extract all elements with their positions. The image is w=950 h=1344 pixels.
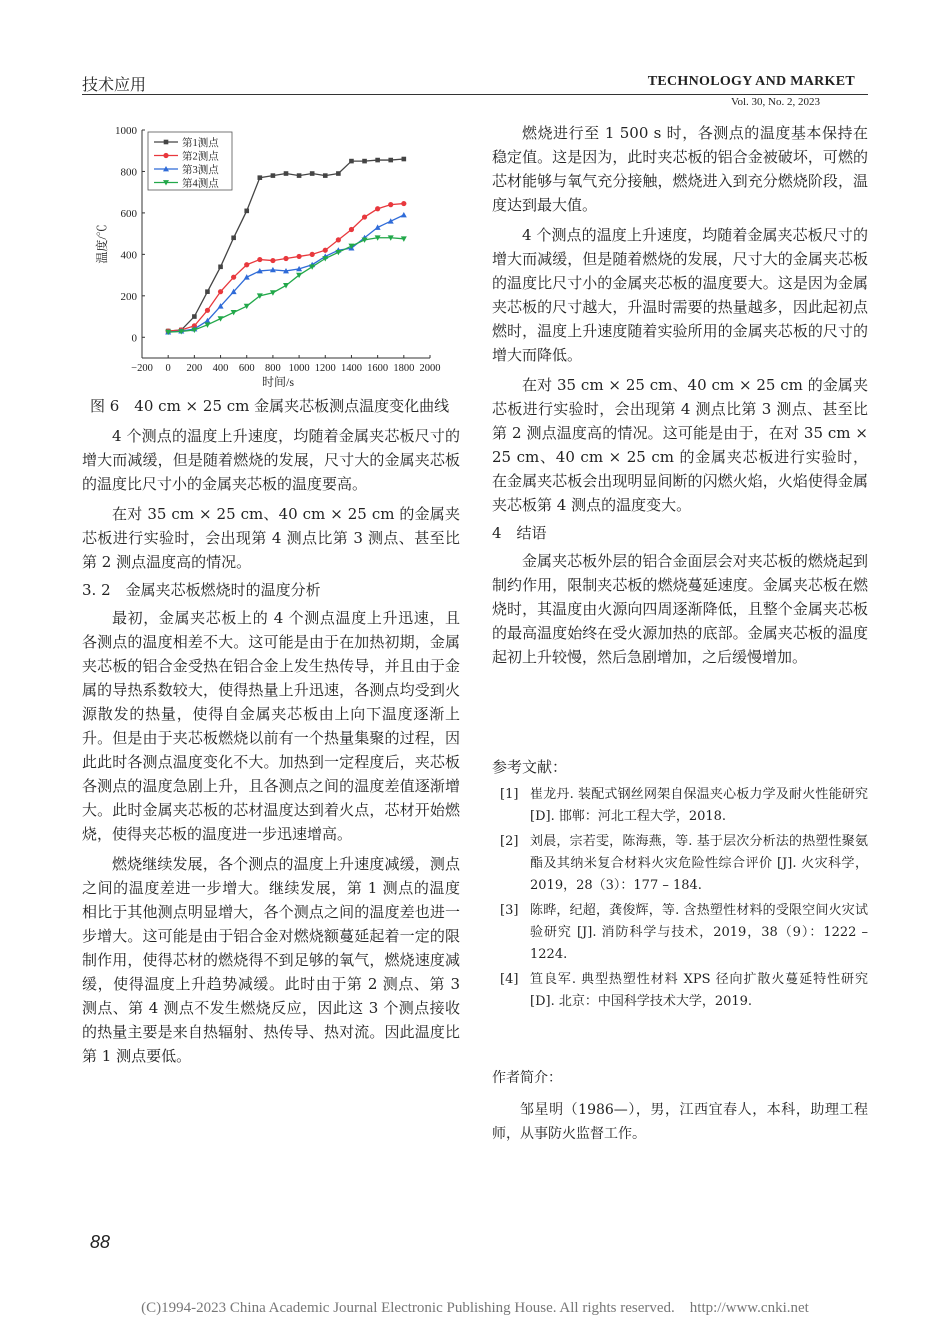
references (492, 756, 868, 1016)
series-4 (165, 235, 407, 335)
reference-number: [2] (500, 834, 519, 849)
data-point (296, 254, 301, 259)
header-rule (82, 94, 868, 95)
data-point (375, 206, 380, 211)
header-section-title: 技术应用 (82, 75, 147, 94)
data-point (401, 212, 407, 217)
left-column (82, 424, 460, 1068)
y-tick-label: 800 (120, 166, 137, 179)
author-bio: 邹星明（1986—），男，江西宜春人，本科，助理工程师，从事防火监督工作。 (492, 1102, 868, 1142)
reference-text: 刘晨，宗若雯，陈海燕，等. 基于层次分析法的热塑性聚氨酯及其纳米复合材料火灾危险性综合评价 [J]. 火灾科学，2019，28（3）：177 – 184. (530, 834, 868, 893)
author-heading: 作者简介： (492, 1070, 562, 1086)
y-tick-label: 200 (120, 290, 137, 303)
x-axis-label: 时间/s (261, 375, 295, 389)
paragraph: 金属夹芯板外层的铝合金面层会对夹芯板的燃烧起到制约作用，限制夹芯板的燃烧蔓延速度。金属夹芯板在燃烧时，其温度由火源向四周逐渐降低，且整个金属夹芯板的最高温度始终在受火源加热的底部。金属夹芯板的温度起初上升较慢，然后急剧增加，之后缓慢增加。 (492, 552, 868, 666)
data-point (231, 235, 236, 240)
series-3 (165, 212, 407, 335)
data-point (258, 175, 263, 180)
x-tick-label: 1400 (340, 363, 362, 374)
data-point (163, 153, 168, 158)
data-point (205, 308, 210, 313)
section-heading-3-2: 3. 2 金属夹芯板燃烧时的温度分析 (82, 581, 321, 599)
data-point (192, 314, 197, 319)
data-point (270, 258, 275, 263)
x-tick-label: 1800 (393, 363, 415, 374)
right-column (492, 121, 868, 669)
x-tick-label: 1600 (367, 363, 389, 374)
data-point (231, 275, 236, 280)
header-journal-title: TECHNOLOGY AND MARKET (647, 74, 855, 89)
series-2 (166, 201, 407, 334)
paragraph: 在对 35 cm × 25 cm、40 cm × 25 cm 的金属夹芯板进行实验时，会出现第 4 测点比第 3 测点、甚至比第 2 测点温度高的情况。这可能是由于，在对 35 cm × 25 cm、40 cm × 25 cm 的金属夹芯板进行实验时，在金属夹芯板会出现明显间断的闪燃火焰，火焰使得金属夹芯板第 4 测点的温度变大。 (492, 376, 868, 514)
data-point (218, 289, 223, 294)
data-point (349, 227, 354, 232)
data-point (283, 256, 288, 261)
paragraph: 燃烧进行至 1 500 s 时，各测点的温度基本保持在稳定值。这是因为，此时夹芯板的铝合金被破坏，可燃的芯材能够与氧气充分接触，燃烧进入到充分燃烧阶段，温度达到最大值。 (492, 124, 868, 214)
x-tick-label: 200 (186, 363, 203, 374)
data-point (218, 265, 223, 270)
legend-label: 第2测点 (182, 151, 219, 163)
x-tick-label: 1000 (288, 363, 310, 374)
data-point (349, 159, 354, 164)
data-point (310, 171, 315, 176)
reference-item (492, 784, 868, 828)
reference-item (492, 969, 868, 1013)
data-point (257, 257, 262, 262)
series-line (168, 204, 404, 331)
x-tick-label: 1200 (314, 363, 336, 374)
y-tick-label: 400 (120, 249, 137, 262)
data-point (297, 173, 302, 178)
reference-text: 笪良军. 典型热塑性材料 XPS 径向扩散火蔓延特性研究 [D]. 北京：中国科学技术大学，2019. (530, 972, 868, 1009)
y-axis-label: 温度/℃ (95, 224, 109, 264)
y-tick-label: 0 (131, 332, 137, 345)
data-point (336, 171, 341, 176)
reference-number: [4] (500, 972, 519, 987)
data-point (362, 159, 367, 164)
data-point (271, 173, 276, 178)
data-point (362, 214, 367, 219)
reference-item (492, 831, 868, 897)
legend-label: 第1测点 (182, 138, 219, 149)
paragraph: 4 个测点的温度上升速度，均随着金属夹芯板尺寸的增大而减缓，但是随着燃烧的发展，尺寸大的金属夹芯板的温度比尺寸小的金属夹芯板的温度要高。 (82, 427, 460, 493)
figure-caption: 图 6 40 cm × 25 cm 金属夹芯板测点温度变化曲线 (90, 397, 450, 415)
legend-label: 第4测点 (182, 178, 219, 190)
x-tick-label: 600 (238, 363, 255, 374)
section-heading-4: 4 结语 (492, 524, 547, 542)
data-point (402, 157, 407, 162)
data-point (336, 237, 341, 242)
paragraph: 4 个测点的温度上升速度，均随着金属夹芯板尺寸的增大而减缓，但是随着燃烧的发展，尺寸大的金属夹芯板的温度比尺寸小的金属夹芯板的温度要大。这是因为金属夹芯板的尺寸越大，升温时需要的热量越多，因此起初点燃时，温度上升速度随着实验所用的金属夹芯板的尺寸的增大而降低。 (492, 226, 868, 364)
reference-text: 崔龙丹. 装配式钢丝网架自保温夹心板力学及耐火性能研究 [D]. 邯郸：河北工程大学，2018. (530, 787, 868, 824)
paragraph: 燃烧继续发展，各个测点的温度上升速度减缓，测点之间的温度差进一步增大。继续发展，第 1 测点的温度相比于其他测点明显增大，各个测点之间的温度差也进一步增大。这可能是由于铝合金对燃烧额蔓延起着一定的限制作用，使得芯材的燃烧得不到足够的氧气，燃烧速度减缓，使得温度上升趋势减缓。此时由于第 2 测点、第 3 测点、第 4 测点不发生燃烧反应，因此这 3 个测点接收的热量主要是来自热辐射、热传导、热对流。因此温度比第 1 测点要低。 (82, 855, 460, 1065)
x-tick-label: 400 (212, 363, 229, 374)
data-point (375, 158, 380, 163)
x-tick-label: −200 (131, 363, 153, 374)
reference-item (492, 900, 868, 966)
x-tick-label: 2000 (419, 363, 441, 374)
data-point (310, 252, 315, 257)
data-point (323, 248, 328, 253)
data-point (388, 202, 393, 207)
paragraph: 在对 35 cm × 25 cm、40 cm × 25 cm 的金属夹芯板进行实验时，会出现第 4 测点比第 3 测点、甚至比第 2 测点温度高的情况。 (82, 505, 460, 571)
data-point (244, 262, 249, 267)
y-tick-label: 600 (120, 207, 137, 220)
data-point (244, 209, 249, 214)
data-point (284, 171, 289, 176)
header-volume: Vol. 30, No. 2, 2023 (730, 96, 820, 108)
author-section (492, 1066, 868, 1146)
data-point (164, 140, 169, 145)
y-tick-label: 1000 (115, 125, 137, 137)
data-point (205, 289, 210, 294)
data-point (401, 201, 406, 206)
reference-text: 陈晔，纪超，龚俊辉，等. 含热塑性材料的受限空间火灾试验研究 [J]. 消防科学与技术，2019，38（9）：1222 – 1224. (530, 903, 868, 962)
x-tick-label: 0 (165, 363, 171, 374)
reference-number: [3] (500, 903, 519, 918)
x-tick-label: 800 (265, 363, 281, 374)
reference-number: [1] (500, 787, 519, 802)
data-point (323, 173, 328, 178)
data-point (388, 158, 393, 163)
copyright-footer: (C)1994-2023 China Academic Journal Electronic Publishing House. All rights reserved. http://www.cnki.net (141, 1300, 809, 1316)
paragraph: 最初，金属夹芯板上的 4 个测点温度上升迅速，且各测点的温度相差不大。这可能是由于在加热初期，金属夹芯板的铝合金受热在铝合金上发生热传导，并且由于金属的导热系数较大，使得热量上升迅速，各测点均受到火源散发的热量，使得自金属夹芯板由上向下温度逐渐上升。但是由于夹芯板燃烧以前有一个热量集聚的过程，因此此时各测点温度变化不大。加热到一定程度后，夹芯板各测点的温度急剧上升，且各测点之间的温度差值逐渐增大。此时金属夹芯板的芯材温度达到着火点，芯材开始燃烧，使得夹芯板的温度进一步迅速增高。 (82, 609, 460, 843)
references-heading: 参考文献： (492, 758, 568, 776)
page-number: 88 (90, 1232, 111, 1252)
temperature-chart (82, 118, 462, 390)
data-point (283, 283, 289, 288)
legend-label: 第3测点 (182, 165, 219, 176)
